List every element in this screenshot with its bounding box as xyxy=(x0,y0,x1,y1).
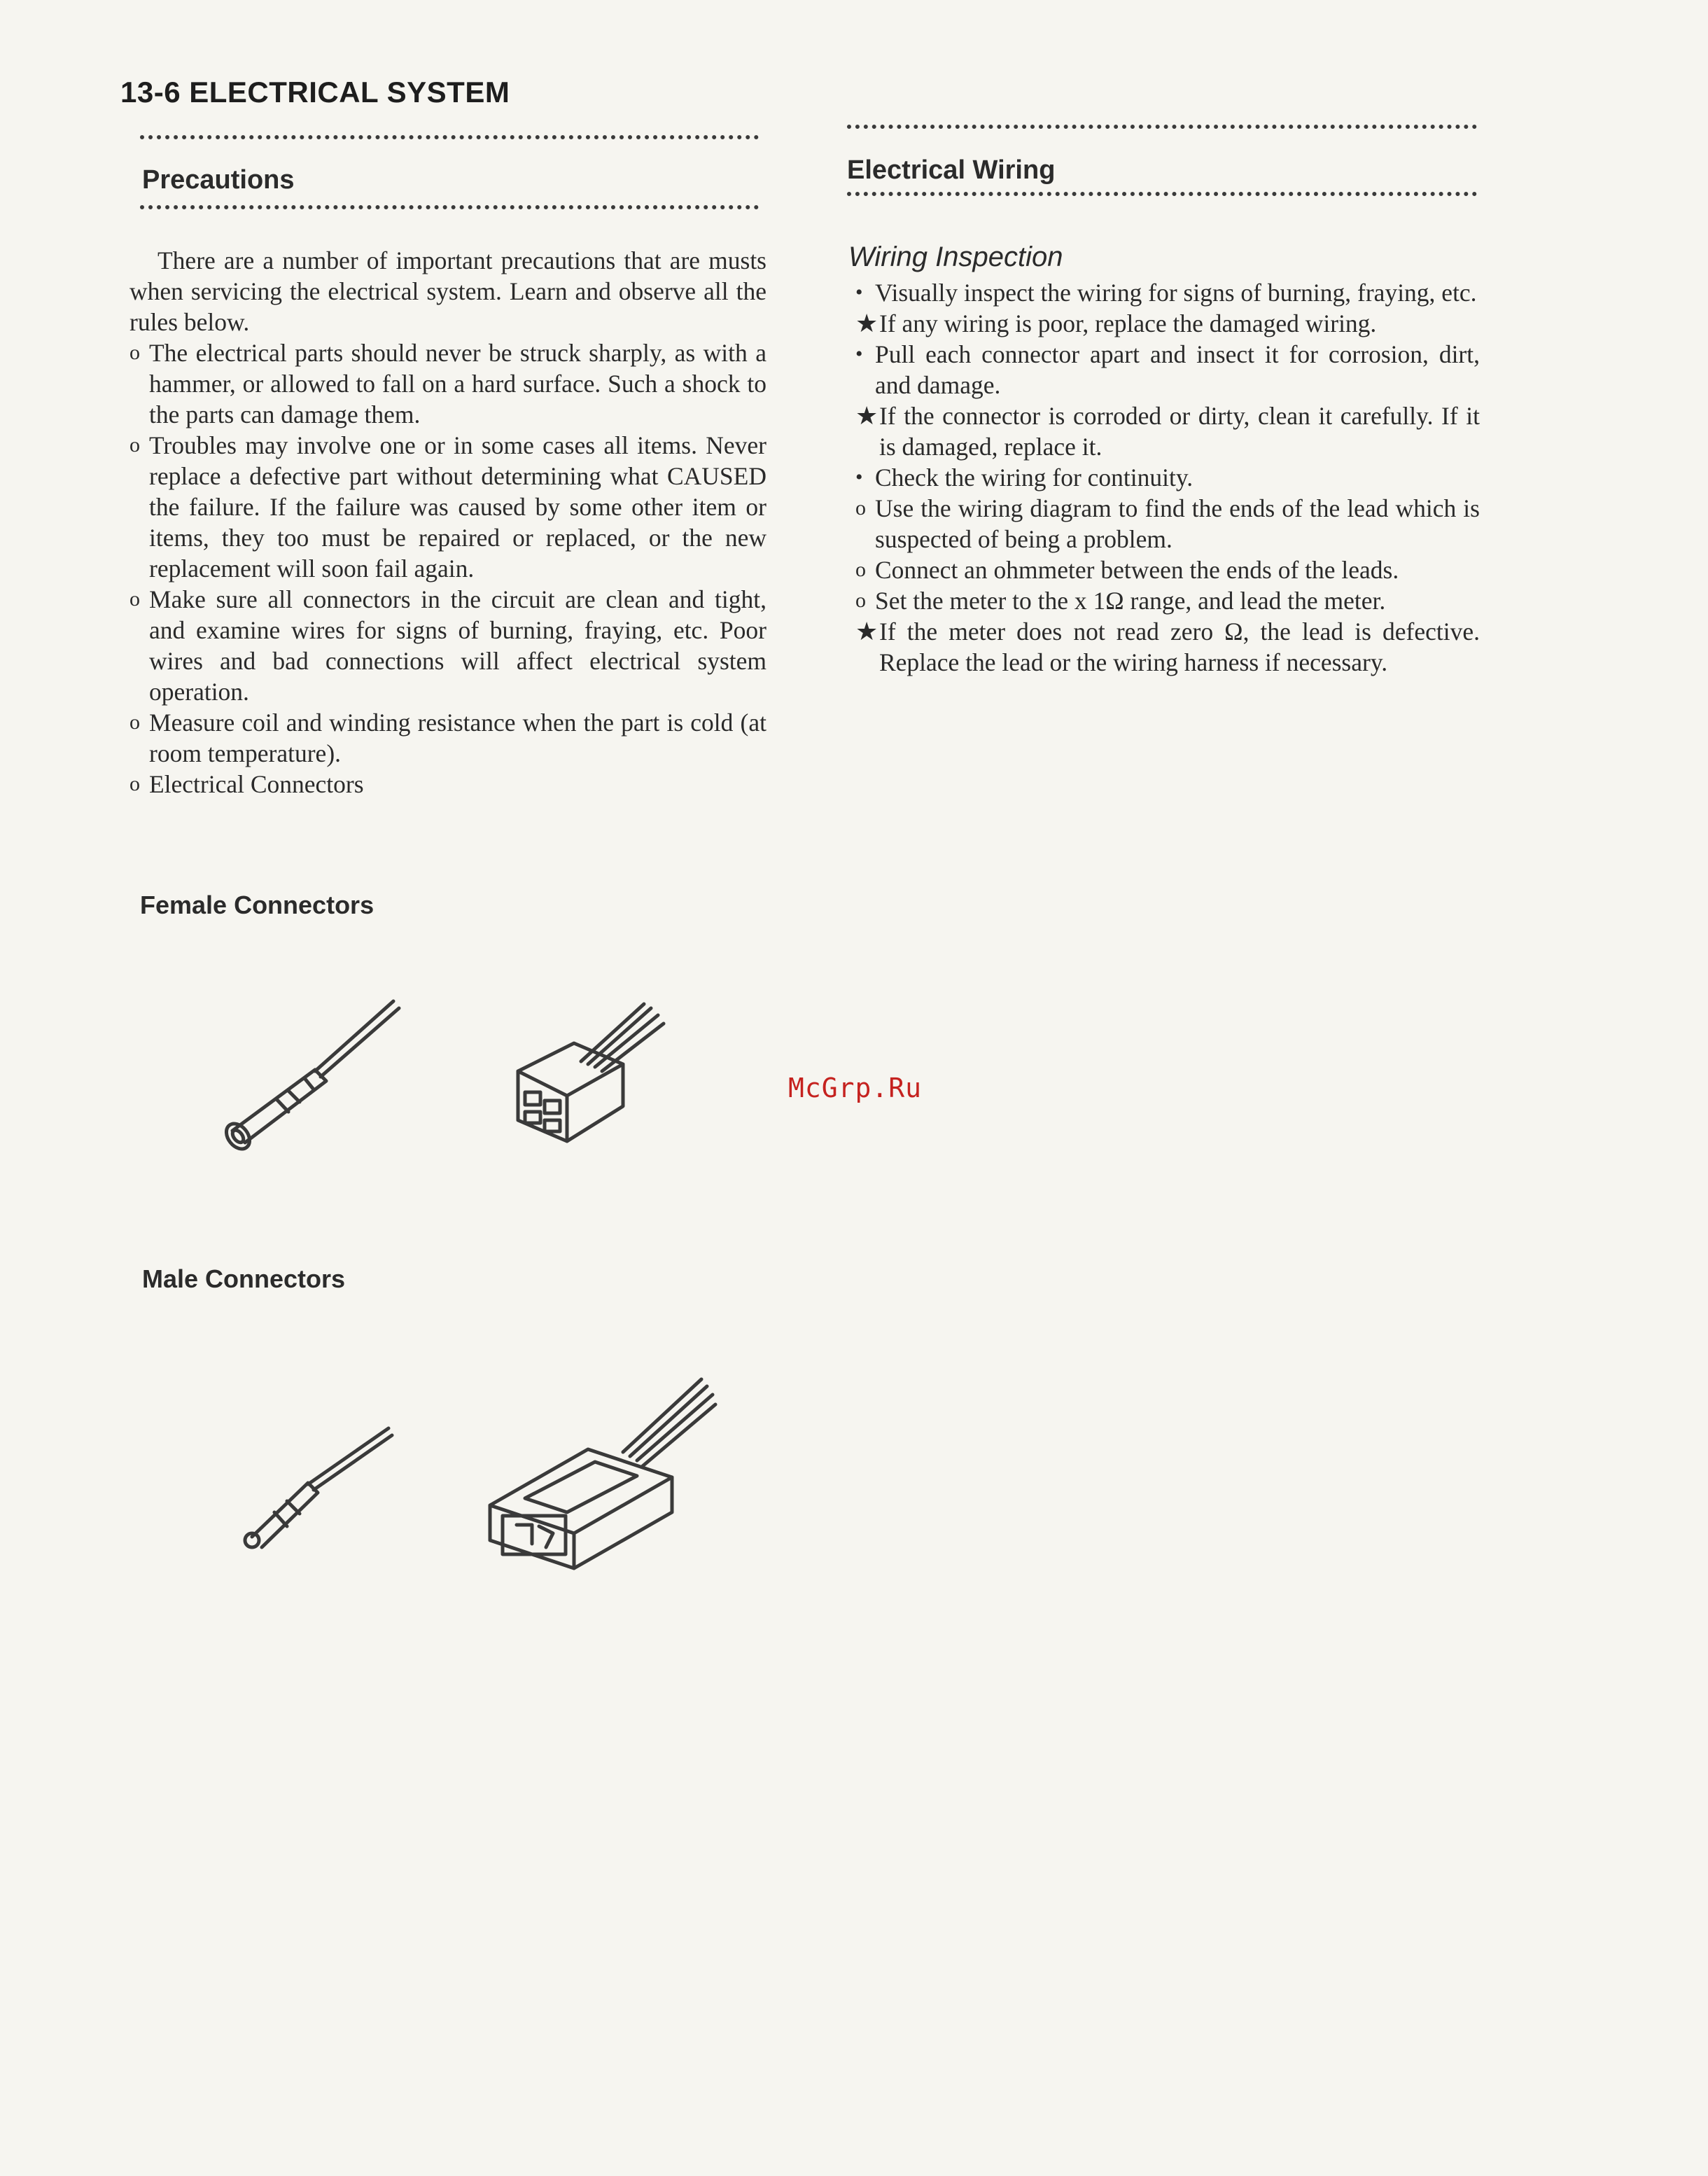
male-pin-connector-illustration xyxy=(231,1414,406,1554)
list-item-text: Measure coil and winding resistance when the part is cold (at room temperature). xyxy=(149,709,766,767)
list-item xyxy=(855,555,1480,585)
circle-bullet-icon: o xyxy=(130,711,140,734)
star-icon: ★ xyxy=(855,309,878,337)
female-pin-connector-illustration xyxy=(210,987,420,1155)
bullet-icon: • xyxy=(855,281,863,304)
wiring-inspection-body xyxy=(855,277,1480,678)
circle-bullet-icon: o xyxy=(130,433,140,456)
circle-bullet-icon: o xyxy=(855,558,866,581)
list-item-text: The electrical parts should never be struck sharply, as with a hammer, or allowed to fall on a hard surface. Such a shock to the parts can damage them. xyxy=(149,339,766,428)
list-item xyxy=(855,277,1480,308)
list-item-text: Connect an ohmmeter between the ends of the leads. xyxy=(875,556,1399,584)
male-connectors-label: Male Connectors xyxy=(142,1264,346,1293)
circle-bullet-icon: o xyxy=(130,587,140,611)
list-item-text: Electrical Connectors xyxy=(149,770,364,798)
list-item-text: If the meter does not read zero Ω, the lead is defective. Replace the lead or the wiring harness if necessary. xyxy=(879,618,1480,676)
female-block-connector-illustration xyxy=(504,994,679,1155)
watermark: McGrp.Ru xyxy=(788,1073,923,1103)
list-item-text: If any wiring is poor, replace the damaged wiring. xyxy=(879,309,1377,337)
female-connectors-label: Female Connectors xyxy=(140,891,374,919)
list-item xyxy=(130,769,766,800)
wiring-inspection-subtitle: Wiring Inspection xyxy=(848,242,1063,272)
page-title: 13-6 ELECTRICAL SYSTEM xyxy=(120,76,510,109)
divider xyxy=(847,192,1477,196)
divider xyxy=(140,135,759,139)
circle-bullet-icon: o xyxy=(855,589,866,612)
list-item xyxy=(855,400,1480,462)
list-item xyxy=(130,707,766,769)
precautions-intro: There are a number of important precautions that are musts when servicing the electrical system. Learn and observe all the rules below. xyxy=(130,246,766,336)
list-item xyxy=(855,462,1480,493)
list-item xyxy=(130,584,766,707)
list-item-text: If the connector is corroded or dirty, clean it carefully. If it is damaged, replace it. xyxy=(879,402,1480,461)
list-item xyxy=(855,616,1480,678)
male-block-connector-illustration xyxy=(483,1372,721,1582)
circle-bullet-icon: o xyxy=(855,496,866,519)
list-item xyxy=(855,493,1480,555)
divider xyxy=(847,125,1477,129)
precautions-body xyxy=(130,245,766,800)
star-icon: ★ xyxy=(855,618,878,646)
circle-bullet-icon: o xyxy=(130,341,140,364)
divider xyxy=(140,205,759,209)
list-item xyxy=(130,430,766,584)
list-item xyxy=(855,308,1480,339)
precautions-title: Precautions xyxy=(142,165,295,195)
list-item xyxy=(855,585,1480,616)
circle-bullet-icon: o xyxy=(130,772,140,795)
star-icon: ★ xyxy=(855,402,878,430)
list-item-text: Troubles may involve one or in some cases all items. Never replace a defective part without determining what CAUSED the failure. If the failure was caused by some other item or items, they too must be repaired or replaced, or the new replacement will soon fail again. xyxy=(149,431,766,583)
list-item-text: Check the wiring for continuity. xyxy=(875,463,1194,491)
list-item-text: Use the wiring diagram to find the ends of the lead which is suspected of being a problem. xyxy=(875,494,1480,553)
list-item-text: Visually inspect the wiring for signs of burning, fraying, etc. xyxy=(875,279,1477,307)
bullet-icon: • xyxy=(855,342,863,365)
electrical-wiring-title: Electrical Wiring xyxy=(847,155,1056,185)
list-item-text: Pull each connector apart and insect it for corrosion, dirt, and damage. xyxy=(875,340,1480,399)
list-item xyxy=(855,339,1480,400)
bullet-icon: • xyxy=(855,466,863,489)
list-item-text: Set the meter to the x 1Ω range, and lead the meter. xyxy=(875,587,1386,615)
list-item xyxy=(130,337,766,430)
list-item-text: Make sure all connectors in the circuit are clean and tight, and examine wires for signs of burning, fraying, etc. Poor wires and bad connections will affect electrical system operation. xyxy=(149,585,766,706)
